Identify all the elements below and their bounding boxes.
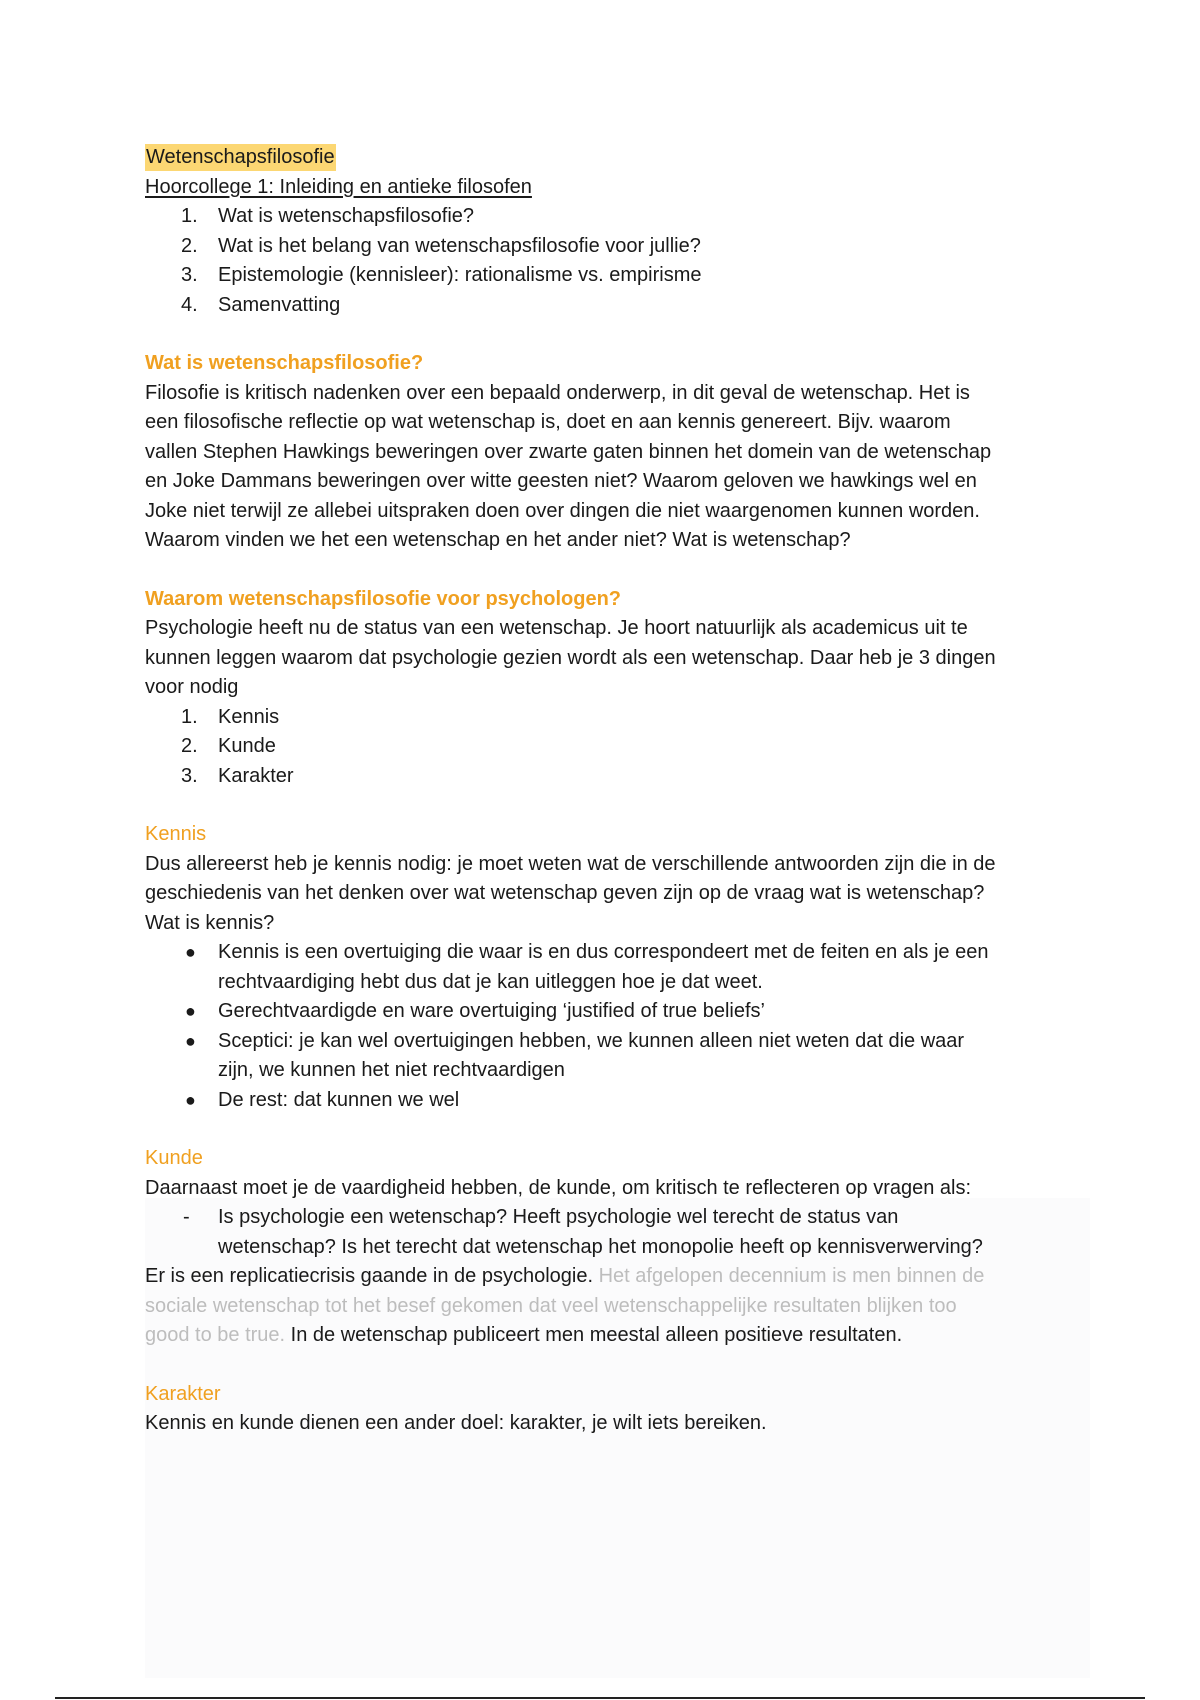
paragraph-waarom: Psychologie heeft nu de status van een wetenschap. Je hoort natuurlijk als academicus uit te kunnen leggen waarom dat psychologie gezien wordt als een wetenschap. Daar heb je 3 dingen voor nodig [145,617,996,698]
list-item: ● De rest: dat kunnen we wel [145,1086,1095,1116]
faded-text: Het afgelopen decennium is men binnen de [593,1265,985,1287]
list-item: 3. Epistemologie (kennisleer): rationalisme vs. empirisme [181,264,702,286]
dash-icon: - [183,1206,190,1228]
bullet-icon: ● [185,1030,196,1051]
outline-list [145,202,1095,320]
list-item: 1. Kennis [181,705,280,728]
section-heading-karakter: Karakter [145,1382,221,1405]
bullet-icon: ● [185,942,196,962]
section-heading-wat-is: Wat is wetenschapsfilosofie? [145,352,424,374]
paragraph-wat-is: Filosofie is kritisch nadenken over een bepaald onderwerp, in dit geval de wetenschap. Het is een filosofische reflectie op wat wetenschap is, doet en aan kennis genereert. Bijv. waarom vallen Stephen Hawkings beweringen over zwarte gaten binnen het domein van de wetenschap en Joke Dammans beweringen over witte geesten niet? Waarom geloven we hawkings wel en Joke niet terwijl ze allebei uitspraken doen over dingen die niet waargenomen kunnen worden. Waarom vinden we het een wetenschap en het ander niet? Wat is wetenschap? [145,381,992,551]
faded-text: sociale wetenschap tot het besef gekomen dat veel wetenschappelijke resultaten blijken too [145,1294,957,1317]
section-heading-waarom: Waarom wetenschapsfilosofie voor psychologen? [145,587,622,610]
kennis-bullet-list [145,938,1095,1115]
kunde-intro: Daarnaast moet je de vaardigheid hebben, de kunde, om kritisch te reflecteren op vragen als: [145,1176,972,1199]
list-item: 2. Kunde [181,735,276,757]
paragraph-replicatiecrisis: Er is een replicatiecrisis gaande in de psychologie. Het afgelopen decennium is men binnen de sociale wetenschap tot het besef gekomen dat veel wetenschappelijke resultaten blijken too good to be true. In de wetenschap publiceert men meestal alleen positieve resultaten. [145,1262,1095,1351]
list-item: 2. Wat is het belang van wetenschapsfilosofie voor jullie? [181,234,701,257]
list-item: 3. Karakter [181,764,294,787]
document-page [145,143,1095,1439]
list-item: 4. Samenvatting [181,293,341,316]
list-item: 1. Wat is wetenschapsfilosofie? [181,205,475,227]
page-bottom-divider [55,1697,1145,1699]
list-item: ● Sceptici: je kan wel overtuigingen hebben, we kunnen alleen niet weten dat die waar zijn, we kunnen het niet rechtvaardigen [145,1027,1095,1086]
list-item: - Is psychologie een wetenschap? Heeft psychologie wel terecht de status van wetenschap? Is het terecht dat wetenschap het monopolie heeft op kennisverwerving? [145,1203,1095,1262]
list-item: ● Kennis is een overtuiging die waar is en dus correspondeert met de feiten en als je een rechtvaardiging hebt dus dat je kan uitleggen hoe je dat weet. [145,938,1095,997]
kunde-dash-list [145,1203,1095,1262]
section-heading-kunde: Kunde [145,1147,203,1169]
list-item: ● Gerechtvaardigde en ware overtuiging ‘justified of true beliefs’ [145,997,1095,1027]
document-subtitle: Hoorcollege 1: Inleiding en antieke filosofen [145,175,532,198]
section-heading-kennis: Kennis [145,823,207,845]
bullet-icon: ● [185,1089,196,1110]
document-title: Wetenschapsfilosofie [145,144,336,171]
bullet-icon: ● [185,1001,196,1021]
paragraph-kennis: Dus allereerst heb je kennis nodig: je moet weten wat de verschillende antwoorden zijn die in de geschiedenis van het denken over wat wetenschap geven zijn op de vraag wat is wetenschap? Wat is kennis? [145,852,996,934]
faded-text: good to be true. [145,1324,286,1346]
three-things-list [145,703,1095,792]
karakter-text: Kennis en kunde dienen een ander doel: karakter, je wilt iets bereiken. [145,1412,767,1434]
